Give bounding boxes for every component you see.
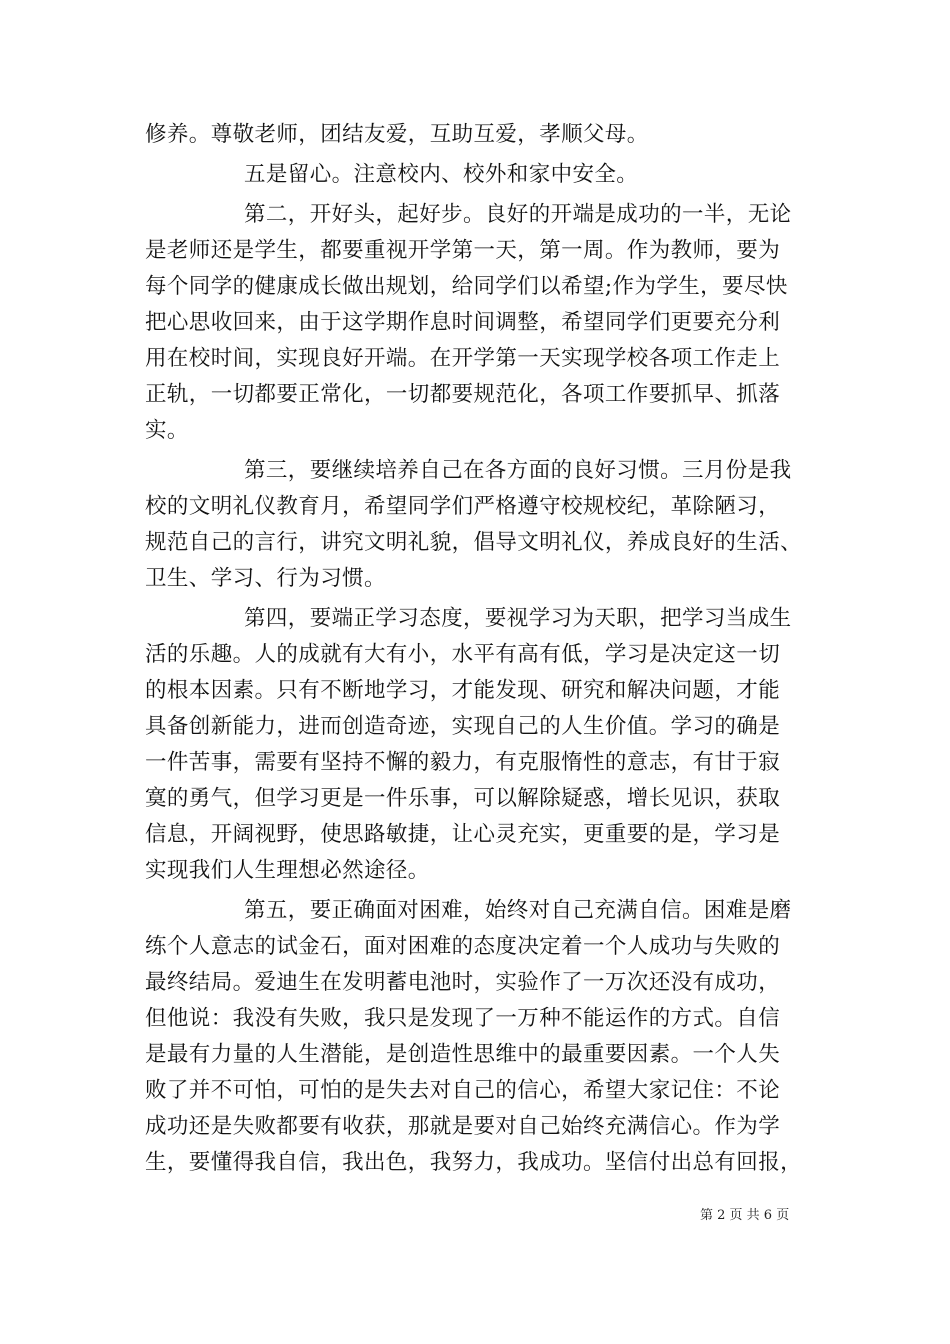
text-line: 第三，要继续培养自己在各方面的良好习惯。三月份是我 xyxy=(244,458,792,483)
paragraph-1 xyxy=(145,117,825,153)
text-line: 第五，要正确面对困难，始终对自己充满自信。困难是磨 xyxy=(244,898,792,923)
text-line: 具备创新能力，进而创造奇迹，实现自己的人生价值。学习的确是 xyxy=(145,714,781,739)
text-line: 每个同学的健康成长做出规划，给同学们以希望;作为学生，要尽快 xyxy=(145,274,788,299)
text-line: 信息，开阔视野，使思路敏捷，让心灵充实，更重要的是，学习是 xyxy=(145,822,781,847)
text-line: 一件苦事，需要有坚持不懈的毅力，有克服惰性的意志，有甘于寂 xyxy=(145,750,781,775)
text-line: 校的文明礼仪教育月，希望同学们严格遵守校规校纪，革除陋习， xyxy=(145,494,781,519)
text-line: 是老师还是学生，都要重视开学第一天，第一周。作为教师，要为 xyxy=(145,238,781,263)
text-line: 实。 xyxy=(145,418,189,443)
paragraph-3 xyxy=(145,197,825,449)
text-line: 是最有力量的人生潜能，是创造性思维中的最重要因素。一个人失 xyxy=(145,1042,781,1067)
text-line: 把心思收回来，由于这学期作息时间调整，希望同学们更要充分利 xyxy=(145,310,781,335)
text-line: 用在校时间，实现良好开端。在开学第一天实现学校各项工作走上 xyxy=(145,346,781,371)
text-line: 但他说：我没有失败，我只是发现了一万种不能运作的方式。自信 xyxy=(145,1006,781,1031)
text-line: 规范自己的言行，讲究文明礼貌，倡导文明礼仪，养成良好的生活、 xyxy=(145,530,803,555)
paragraph-2 xyxy=(145,157,825,193)
text-line: 败了并不可怕，可怕的是失去对自己的信心，希望大家记住：不论 xyxy=(145,1078,781,1103)
text-line: 第四，要端正学习态度，要视学习为天职，把学习当成生 xyxy=(244,606,792,631)
paragraph-5 xyxy=(145,601,825,889)
text-line: 生，要懂得我自信，我出色，我努力，我成功。坚信付出总有回报， xyxy=(145,1150,803,1175)
paragraph-6 xyxy=(145,893,825,1181)
text-line: 寞的勇气，但学习更是一件乐事，可以解除疑惑，增长见识，获取 xyxy=(145,786,781,811)
text-line: 卫生、学习、行为习惯。 xyxy=(145,566,386,591)
text-line: 成功还是失败都要有收获，那就是要对自己始终充满信心。作为学 xyxy=(145,1114,781,1139)
text-line: 五是留心。注意校内、校外和家中安全。 xyxy=(244,162,639,187)
paragraph-4 xyxy=(145,453,825,597)
page-number-footer: 第 2 页 共 6 页 xyxy=(700,1208,790,1223)
text-line: 练个人意志的试金石，面对困难的态度决定着一个人成功与失败的 xyxy=(145,934,781,959)
text-line: 的根本因素。只有不断地学习，才能发现、研究和解决问题，才能 xyxy=(145,678,781,703)
text-line: 活的乐趣。人的成就有大有小，水平有高有低，学习是决定这一切 xyxy=(145,642,781,667)
document-body xyxy=(145,117,825,1181)
text-line: 第二，开好头，起好步。良好的开端是成功的一半，无论 xyxy=(244,202,792,227)
text-line: 正轨，一切都要正常化，一切都要规范化，各项工作要抓早、抓落 xyxy=(145,382,781,407)
text-line: 实现我们人生理想必然途径。 xyxy=(145,858,430,883)
text-line: 修养。尊敬老师，团结友爱，互助互爱，孝顺父母。 xyxy=(145,122,649,147)
text-line: 最终结局。爱迪生在发明蓄电池时，实验作了一万次还没有成功， xyxy=(145,970,781,995)
